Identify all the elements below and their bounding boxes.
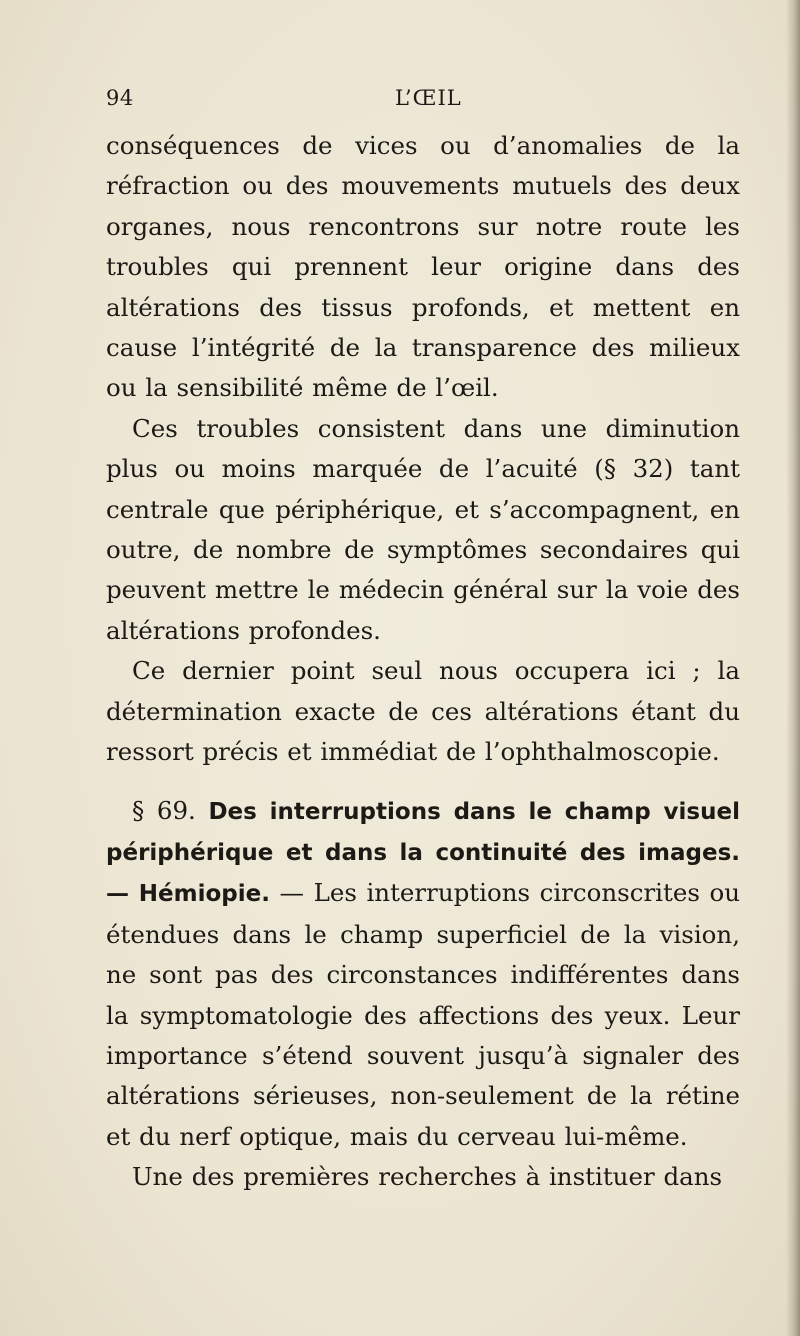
paragraph-continuation: conséquences de vices ou d’anomalies de la réfraction ou des mouvements mutuels des deux organes, nous rencontrons sur notre route les troubles qui prennent leur origine dans des altérations des tissus profonds, et mettent en cause l’intégrité de la transparence des milieux ou la sensibilité même de l’œil. [106,131,740,403]
paragraph-dernier-point: Ce dernier point seul nous occupera ici ; la détermination exacte de ces altérations étant du ressort précis et immédiat de l’ophthalmoscopie. [106,656,740,767]
running-title: L’ŒIL [395,86,462,110]
page-text-block [106,86,740,1198]
page-number: 94 [106,86,134,110]
section-heading: Des interruptions dans le champ visuel périphérique et dans la continuité des images. — Hémiopie. [106,798,740,908]
section-text: — Les interruptions circonscrites ou étendues dans le champ superficiel de la vision, ne sont pas des circonstances indifférentes dans la symptomatologie des affections des yeux. Leur importance s’étend souvent jusqu’à signaler des altérations sérieuses, non-seulement de la rétine et du nerf optique, mais du cerveau lui-même. [106,878,740,1151]
paragraph-last: Une des premières recherches à instituer dans [132,1162,723,1192]
paragraph-troubles: Ces troubles consistent dans une diminution plus ou moins marquée de l’acuité (§ 32) tant centrale que périphérique, et s’accompagnent, en outre, de nombre de symptômes secondaires qui peuvent mettre le médecin général sur la voie des altérations profondes. [106,413,740,645]
section-69 [106,791,740,1158]
running-head [106,86,740,126]
section-number: § 69. [132,795,196,825]
page-edge-shadow [786,0,800,1336]
